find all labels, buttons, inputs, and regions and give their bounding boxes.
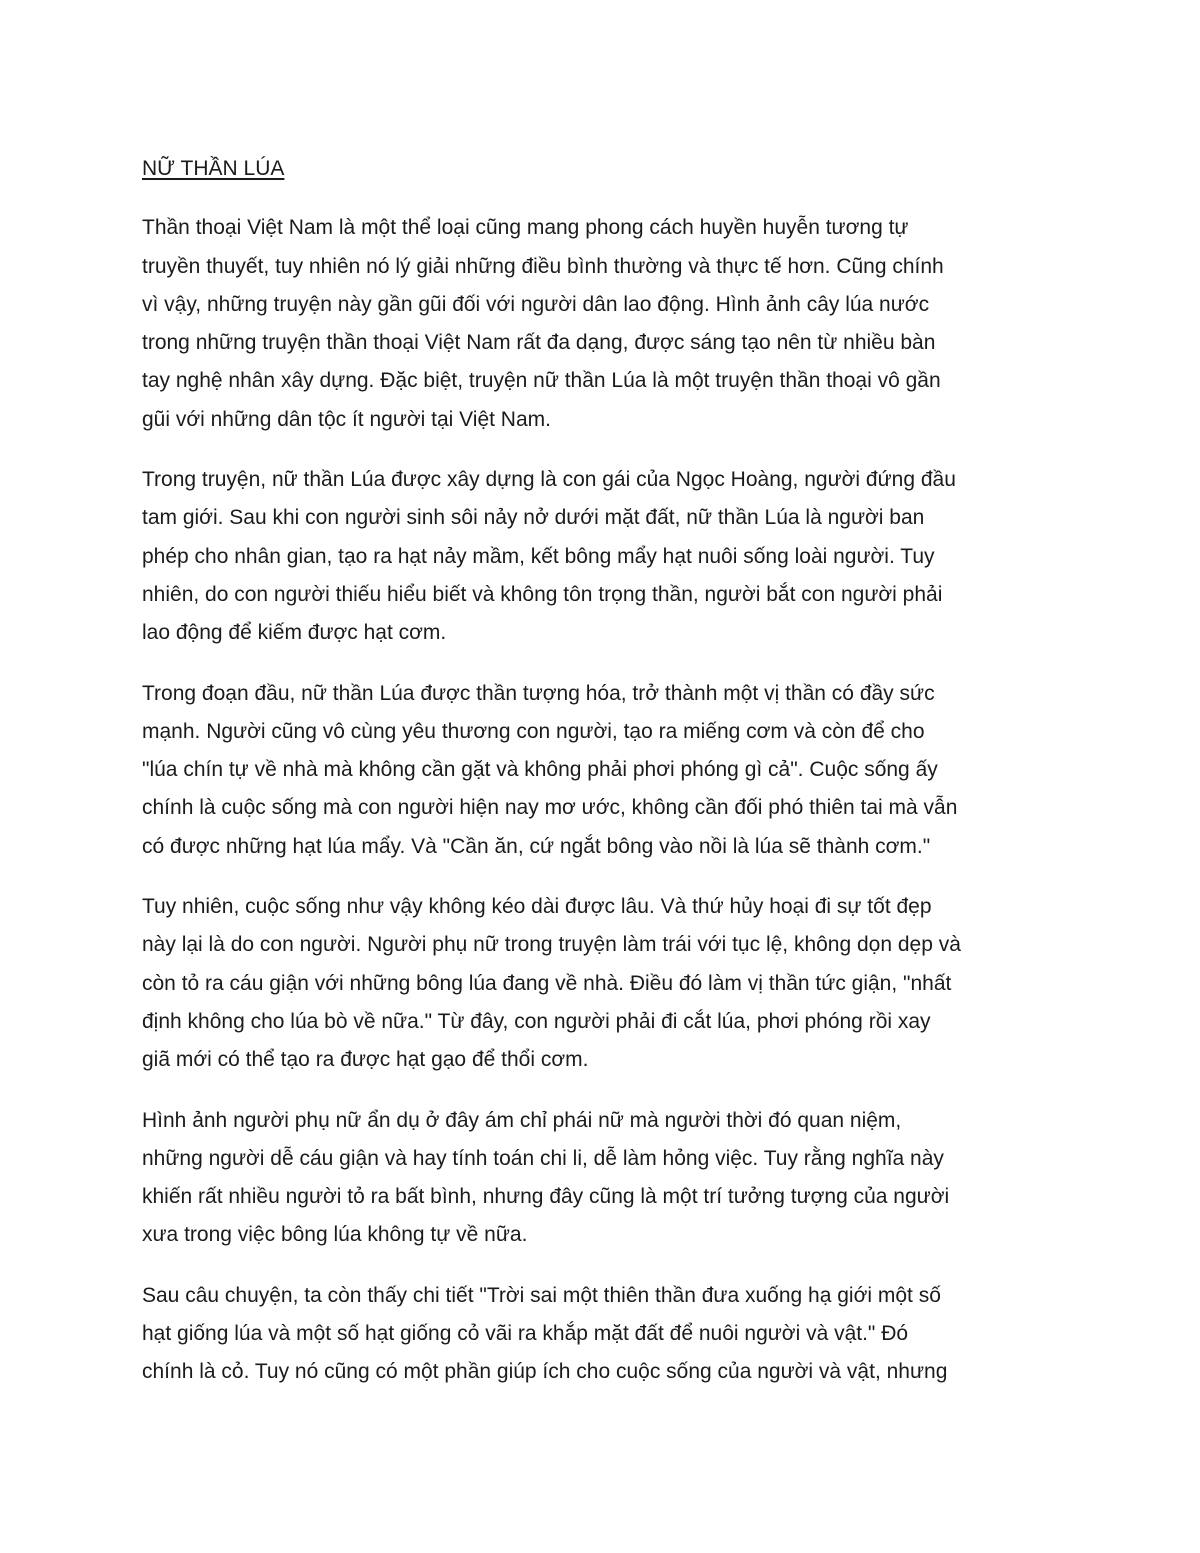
text-line: chính là cuộc sống mà con người hiện nay mơ ước, không cần đối phó thiên tai mà vẫn xyxy=(142,796,958,820)
text-line: tam giới. Sau khi con người sinh sôi nảy nở dưới mặt đất, nữ thần Lúa là người ban xyxy=(142,506,925,530)
paragraph xyxy=(142,888,1067,1079)
text-line: Sau câu chuyện, ta còn thấy chi tiết "Trời sai một thiên thần đưa xuống hạ giới một số xyxy=(142,1283,941,1307)
text-line: truyền thuyết, tuy nhiên nó lý giải những điều bình thường và thực tế hơn. Cũng chính xyxy=(142,254,944,278)
text-line: "lúa chín tự về nhà mà không cần gặt và không phải phơi phóng gì cả". Cuộc sống ấy xyxy=(142,758,938,782)
text-line: Trong truyện, nữ thần Lúa được xây dựng là con gái của Ngọc Hoàng, người đứng đầu xyxy=(142,468,956,492)
document-title: NỮ THẦN LÚA xyxy=(142,157,285,180)
paragraph xyxy=(142,1277,1067,1392)
text-line: Hình ảnh người phụ nữ ẩn dụ ở đây ám chỉ phái nữ mà người thời đó quan niệm, xyxy=(142,1108,902,1132)
document-body xyxy=(142,150,1067,1414)
text-line: có được những hạt lúa mẩy. Và "Cần ăn, cứ ngắt bông vào nồi là lúa sẽ thành cơm." xyxy=(142,834,931,858)
text-line: lao động để kiếm được hạt cơm. xyxy=(142,621,447,645)
text-line: tay nghệ nhân xây dựng. Đặc biệt, truyện nữ thần Lúa là một truyện thần thoại vô gần xyxy=(142,369,941,393)
text-line: chính là cỏ. Tuy nó cũng có một phần giúp ích cho cuộc sống của người và vật, nhưng xyxy=(142,1360,948,1384)
paragraph xyxy=(142,1102,1067,1255)
text-line: Trong đoạn đầu, nữ thần Lúa được thần tượng hóa, trở thành một vị thần có đầy sức xyxy=(142,681,935,705)
text-line: gũi với những dân tộc ít người tại Việt Nam. xyxy=(142,407,551,431)
text-line: định không cho lúa bò về nữa." Từ đây, con người phải đi cắt lúa, phơi phóng rồi xay xyxy=(142,1009,931,1033)
text-line: phép cho nhân gian, tạo ra hạt nảy mầm, kết bông mẩy hạt nuôi sống loài người. Tuy xyxy=(142,544,935,568)
text-line: giã mới có thể tạo ra được hạt gạo để thổi cơm. xyxy=(142,1048,589,1072)
text-line: mạnh. Người cũng vô cùng yêu thương con người, tạo ra miếng cơm và còn để cho xyxy=(142,719,925,743)
text-line: vì vậy, những truyện này gần gũi đối với người dân lao động. Hình ảnh cây lúa nước xyxy=(142,292,930,316)
paragraph xyxy=(142,461,1067,652)
text-line: Thần thoại Việt Nam là một thể loại cũng mang phong cách huyền huyễn tương tự xyxy=(142,216,909,240)
text-line: hạt giống lúa và một số hạt giống cỏ vãi ra khắp mặt đất để nuôi người và vật." Đó xyxy=(142,1322,909,1346)
paragraph xyxy=(142,675,1067,866)
paragraph xyxy=(142,209,1067,439)
text-line: Tuy nhiên, cuộc sống như vậy không kéo dài được lâu. Và thứ hủy hoại đi sự tốt đẹp xyxy=(142,895,932,919)
text-line: nhiên, do con người thiếu hiểu biết và không tôn trọng thần, người bắt con người phải xyxy=(142,582,943,606)
text-line: khiến rất nhiều người tỏ ra bất bình, nhưng đây cũng là một trí tưởng tượng của người xyxy=(142,1185,950,1209)
text-line: những người dễ cáu giận và hay tính toán chi li, dễ làm hỏng việc. Tuy rằng nghĩa này xyxy=(142,1146,944,1170)
text-line: xưa trong việc bông lúa không tự về nữa. xyxy=(142,1223,528,1247)
text-line: trong những truyện thần thoại Việt Nam rất đa dạng, được sáng tạo nên từ nhiều bàn xyxy=(142,331,936,355)
text-line: còn tỏ ra cáu giận với những bông lúa đang về nhà. Điều đó làm vị thần tức giận, "nhất xyxy=(142,971,952,995)
text-line: này lại là do con người. Người phụ nữ trong truyện làm trái với tục lệ, không dọn dẹp và xyxy=(142,933,961,957)
